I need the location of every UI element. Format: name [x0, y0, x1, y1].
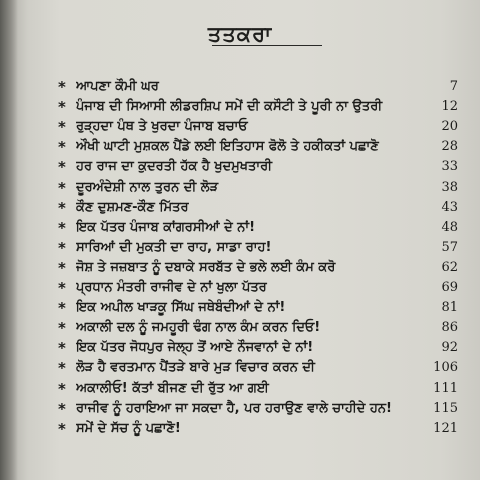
toc-entry	[0, 237, 480, 259]
toc-entry-page-number: 57	[441, 239, 458, 255]
bullet-asterisk: *	[58, 158, 66, 177]
toc-entry-title: ਦੂਰਅੰਦੇਸ਼ੀ ਨਾਲ ਤੁਰਨ ਦੀ ਲੋੜ	[76, 179, 219, 195]
toc-entry-title: ਪ੍ਰਧਾਨ ਮੰਤਰੀ ਰਾਜੀਵ ਦੇ ਨਾਂ ਖੁਲਾ ਪੱਤਰ	[76, 280, 267, 295]
bullet-asterisk: *	[58, 78, 66, 96]
toc-entry-page-number: 111	[433, 380, 458, 396]
toc-entry-page-number: 20	[441, 119, 458, 135]
bullet-asterisk: *	[58, 118, 66, 137]
toc-entry-title: ਲੋੜ ਹੈ ਵਰਤਮਾਨ ਪੈਂਤੜੇ ਬਾਰੇ ਮੁੜ ਵਿਚਾਰ ਕਰਨ ਦੀ	[76, 360, 315, 376]
toc-entry-title: ਰਾਜੀਵ ਨੂੰ ਹਰਾਇਆ ਜਾ ਸਕਦਾ ਹੈ, ਪਰ ਹਰਾਉਣ ਵਾਲੇ ਚਾਹੀਦੇ ਹਨ!	[76, 400, 392, 416]
bullet-asterisk: *	[58, 419, 66, 438]
toc-entry	[0, 76, 480, 98]
toc-entry-page-number: 81	[441, 300, 458, 316]
toc-entry	[0, 378, 480, 400]
toc-entry-page-number: 62	[441, 259, 458, 275]
bullet-asterisk: *	[58, 299, 66, 318]
toc-entry-page-number: 69	[441, 280, 458, 295]
toc-entry	[0, 317, 480, 339]
toc-entry-page-number: 7	[449, 79, 458, 94]
bullet-asterisk: *	[58, 359, 66, 378]
toc-entry	[0, 96, 480, 118]
bullet-asterisk: *	[58, 319, 66, 338]
toc-entry-page-number: 38	[441, 179, 458, 195]
toc-entry	[0, 337, 480, 359]
toc-entry-title: ਸਮੇਂ ਦੇ ਸੱਚ ਨੂੰ ਪਛਾਣੋ!	[76, 420, 181, 436]
bullet-asterisk: *	[58, 178, 66, 197]
toc-entry	[0, 136, 480, 158]
toc-entry	[0, 197, 480, 219]
bullet-asterisk: *	[58, 138, 66, 157]
toc-entry	[0, 398, 480, 420]
toc-entry-title: ਔਖੀ ਘਾਟੀ ਮੁਸ਼ਕਲ ਪੈਂਡੇ ਲਈ ਇਤਿਹਾਸ ਫੋਲੋ ਤੇ ਹਕੀਕਤਾਂ ਪਛਾਣੋ	[76, 139, 379, 155]
toc-entry	[0, 277, 480, 299]
toc-entry-page-number: 86	[441, 320, 458, 336]
bullet-asterisk: *	[58, 379, 66, 398]
toc-entry-title: ਅਕਾਲੀਓ! ਕੱਤਾਂ ਬੀਜਣ ਦੀ ਰੁੱਤ ਆ ਗਈ	[76, 380, 269, 396]
toc-entry-page-number: 12	[441, 99, 458, 115]
bullet-asterisk: *	[58, 279, 66, 297]
toc-entry-title: ਹਰ ਰਾਜ ਦਾ ਕੁਦਰਤੀ ਹੱਕ ਹੈ ਖੁਦਮੁਖਤਾਰੀ	[76, 159, 273, 175]
toc-entry-page-number: 106	[433, 360, 458, 376]
toc-entry-page-number: 121	[433, 420, 458, 436]
title-underline	[212, 45, 322, 46]
toc-entry	[0, 116, 480, 138]
toc-entry-title: ਅਕਾਲੀ ਦਲ ਨੂੰ ਜਮਹੂਰੀ ਢੰਗ ਨਾਲ ਕੰਮ ਕਰਨ ਦਿਓ!	[76, 320, 321, 336]
toc-entry	[0, 357, 480, 379]
toc-entry-page-number: 43	[441, 199, 458, 215]
bullet-asterisk: *	[58, 399, 66, 418]
toc-entry-title: ਸਾਰਿਆਂ ਦੀ ਮੁਕਤੀ ਦਾ ਰਾਹ, ਸਾਡਾ ਰਾਹ!	[76, 239, 272, 255]
toc-entry-title: ਇਕ ਅਪੀਲ ਖਾੜਕੂ ਸਿੱਘ ਜਥੇਬੰਦੀਆਂ ਦੇ ਨਾਂ!	[76, 300, 286, 316]
bullet-asterisk: *	[58, 238, 66, 257]
bullet-asterisk: *	[58, 218, 66, 237]
toc-entry-title: ਜੋਸ਼ ਤੇ ਜਜ਼ਬਾਤ ਨੂੰ ਦਬਾਕੇ ਸਰਬੱਤ ਦੇ ਭਲੇ ਲਈ ਕੰਮ ਕਰੋ	[76, 259, 336, 275]
bullet-asterisk: *	[58, 98, 66, 117]
toc-entry	[0, 418, 480, 440]
bullet-asterisk: *	[58, 258, 66, 277]
bullet-asterisk: *	[58, 339, 66, 358]
toc-entry	[0, 257, 480, 279]
toc-entry-title: ਕੌਣ ਦੁਸ਼ਮਣ-ਕੌਣ ਮਿੱਤਰ	[76, 199, 189, 215]
bullet-asterisk: *	[58, 198, 66, 217]
toc-entry-title: ਰੁੜ੍ਹਦਾ ਪੰਥ ਤੇ ਖੁਰਦਾ ਪੰਜਾਬ ਬਚਾਓ	[76, 119, 248, 135]
toc-entry-page-number: 92	[441, 340, 458, 356]
toc-entry	[0, 297, 480, 319]
toc-entry	[0, 156, 480, 178]
page-title: ਤਤਕਰਾ	[207, 22, 273, 46]
toc-entry-page-number: 115	[433, 400, 458, 416]
toc-entry-title: ਪੰਜਾਬ ਦੀ ਸਿਆਸੀ ਲੀਡਰਸ਼ਿਪ ਸਮੇਂ ਦੀ ਕਸੌਟੀ ਤੇ ਪੂਰੀ ਨਾ ਉਤਰੀ	[76, 99, 383, 115]
toc-entry	[0, 177, 480, 199]
toc-entry-title: ਇਕ ਪੱਤਰ ਪੰਜਾਬ ਕਾਂਗਰਸੀਆਂ ਦੇ ਨਾਂ!	[76, 219, 256, 235]
toc-entry-page-number: 28	[441, 139, 458, 155]
toc-entry	[0, 217, 480, 239]
toc-entry-page-number: 48	[441, 219, 458, 235]
toc-entry-title: ਇਕ ਪੱਤਰ ਜੋਧਪੁਰ ਜੇਲ੍ਹ ਤੋਂ ਆਏ ਨੌਜਵਾਨਾਂ ਦੇ ਨਾਂ!	[76, 340, 314, 356]
toc-entry-page-number: 33	[441, 159, 458, 175]
toc-entry-title: ਆਪਣਾ ਕੌਮੀ ਘਰ	[76, 79, 159, 94]
